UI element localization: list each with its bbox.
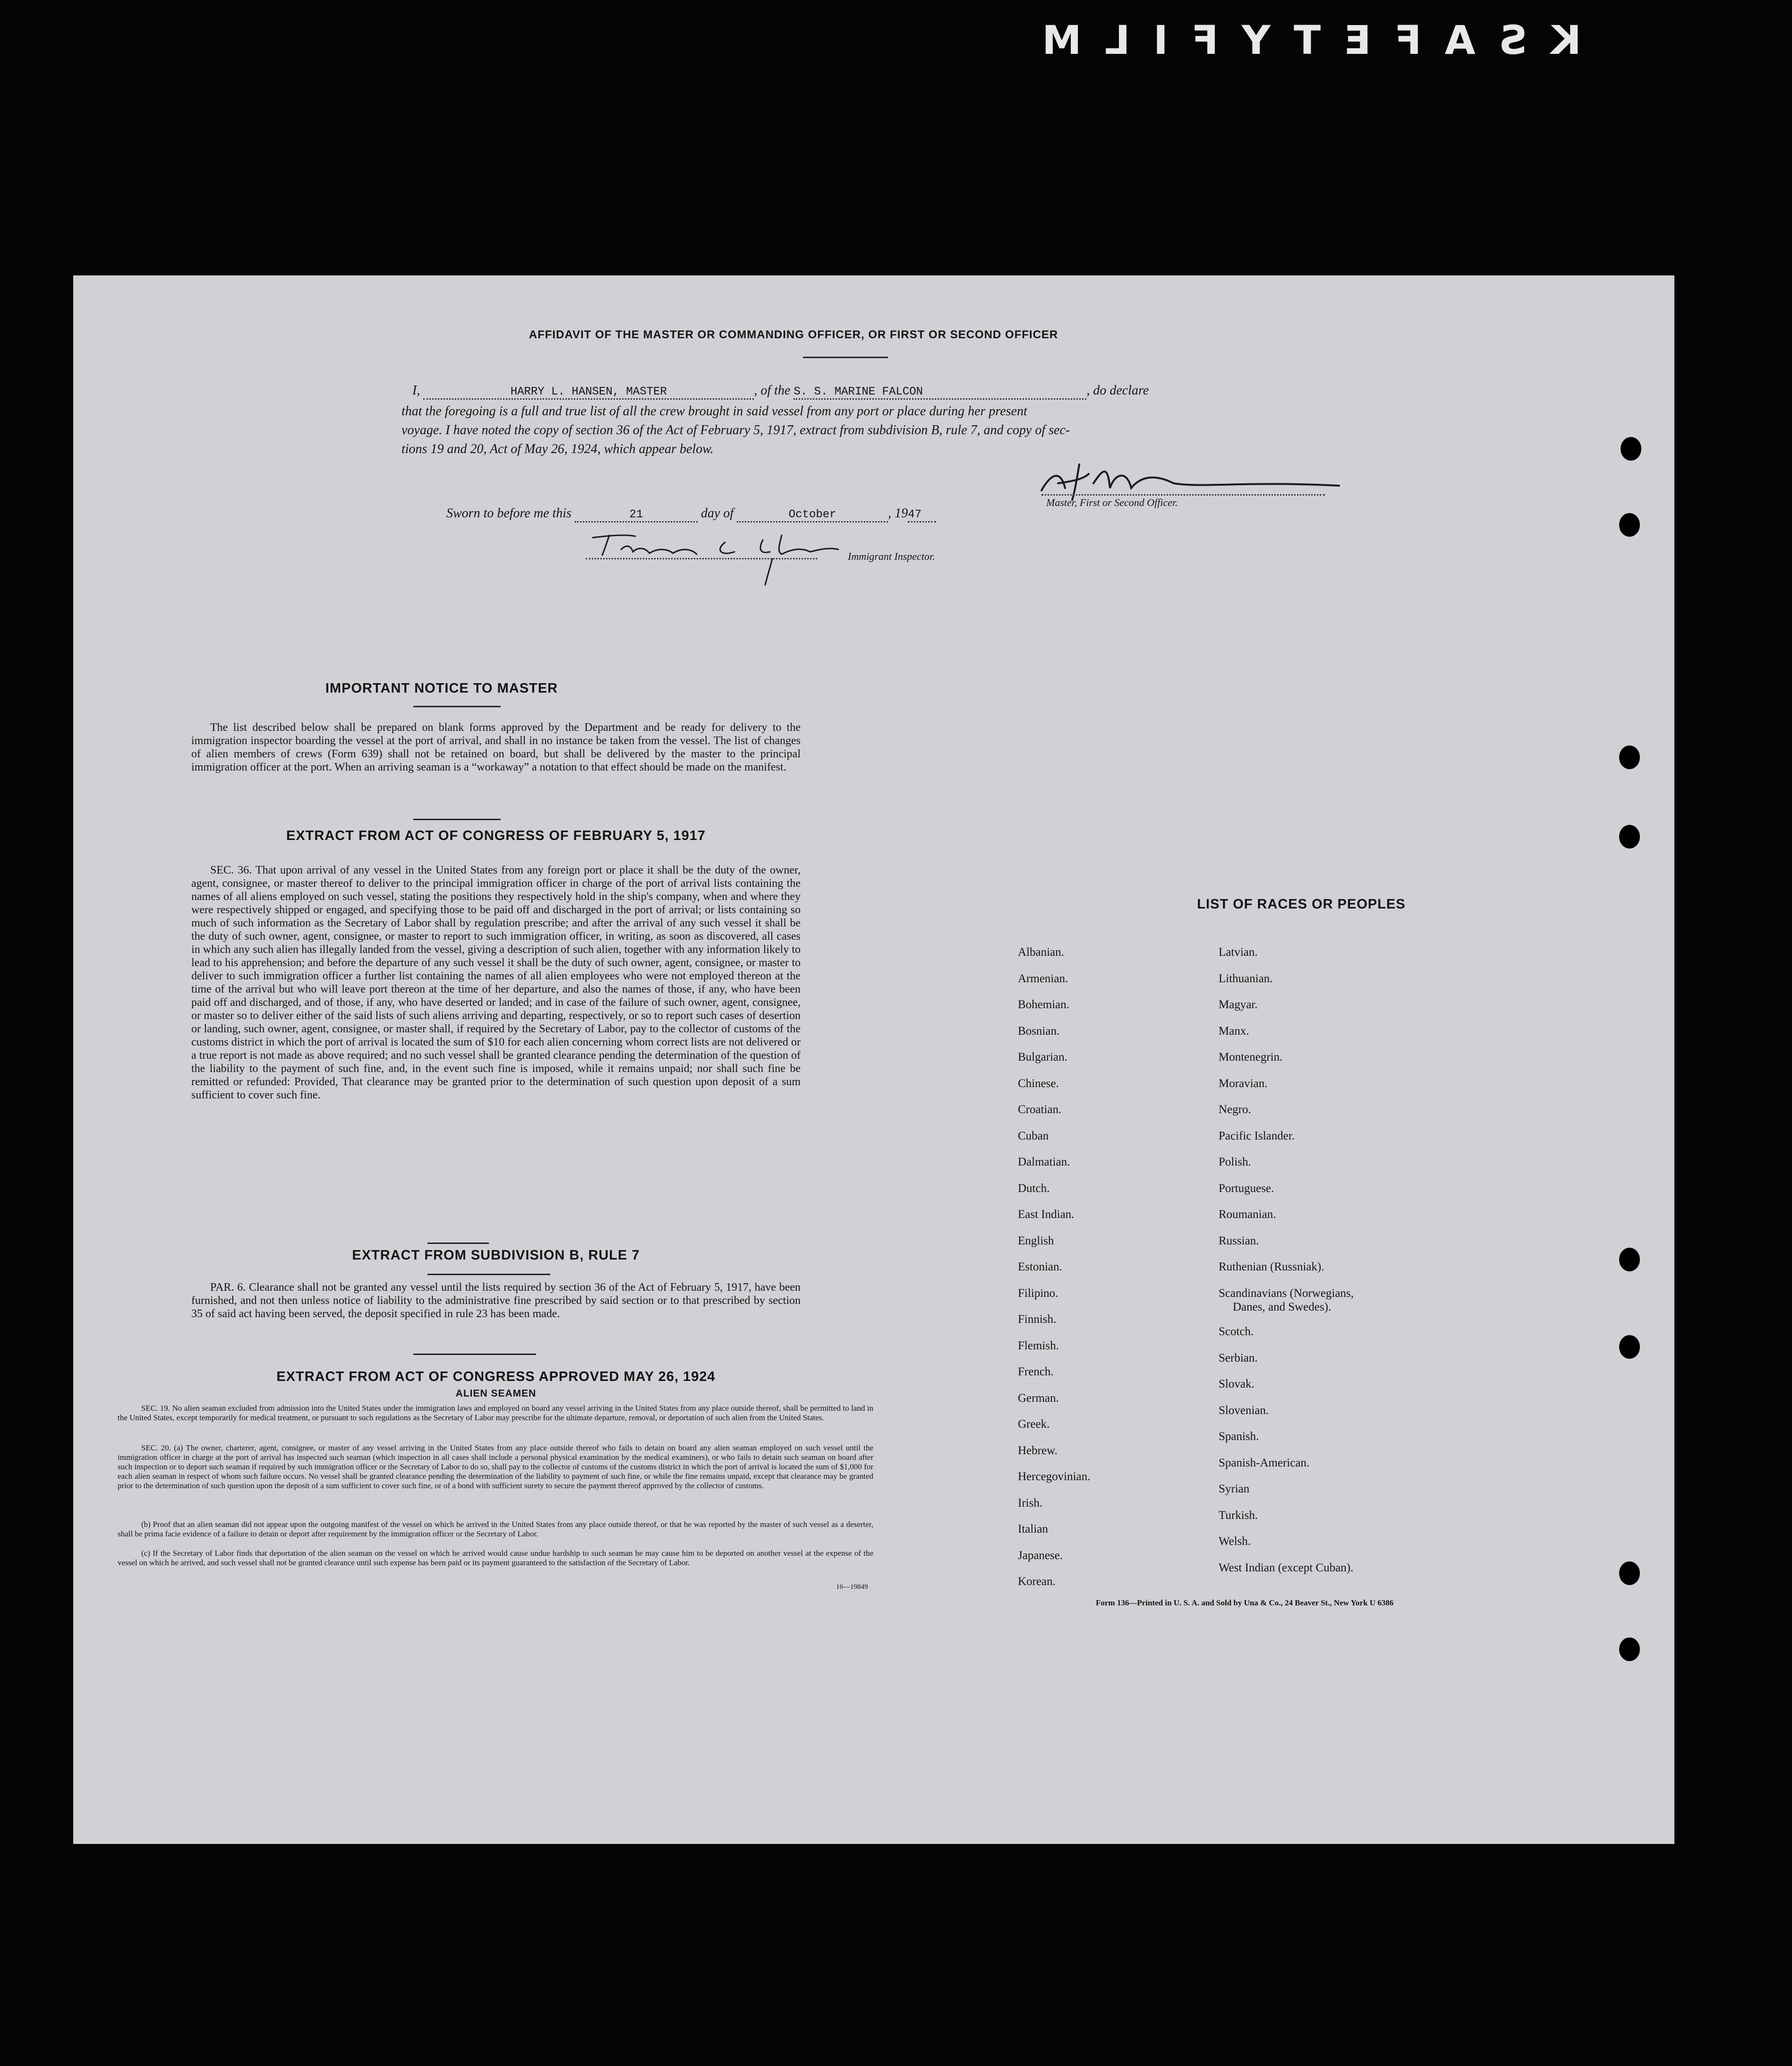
race-item: Croatian. bbox=[1018, 1103, 1062, 1116]
sworn-month: October bbox=[788, 508, 836, 521]
race-item: Slovenian. bbox=[1219, 1404, 1269, 1417]
race-item: Magyar. bbox=[1219, 998, 1258, 1011]
sworn-day: 21 bbox=[629, 508, 643, 521]
race-item: Korean. bbox=[1018, 1575, 1056, 1588]
race-item: Filipino. bbox=[1018, 1286, 1058, 1300]
vessel-name: S. S. MARINE FALCON bbox=[794, 386, 923, 398]
notice-rule bbox=[413, 706, 501, 707]
race-item: Italian bbox=[1018, 1523, 1048, 1535]
affidavit-line2: that the foregoing is a full and true list of all the crew brought in said vessel from any port or place during her present bbox=[401, 404, 1027, 419]
sworn-prefix: Sworn to before me this bbox=[446, 506, 572, 521]
sworn-day-field bbox=[575, 506, 698, 523]
sworn-year-prefix: 19 bbox=[895, 506, 908, 521]
sec20a-text: SEC. 20. (a) The owner, charterer, agent, consignee, or master of any vessel arriving in the United States from any place outside thereof who fails to detain on board any alien seaman employed on such vessel until the immigration officer in charge at the port of arrival has inspected such seaman (which inspection in all cases shall include a personal physical examination by the medical examiners), or who fails to detain such seaman on board after such inspection or to deport such seaman if required by such immigration officer or the Secretary of Labor to do so, shall pay to the collector of customs of the customs district in which the port of arrival is located the sum of $1,000 for each alien seaman in respect of whom such failure occurs. No vessel shall be granted clearance pending the determination of the liability to payment of such fine, or while the fine remains unpaid, except that clearance may be granted prior to the determination of such question upon the deposit of a sum sufficient to cover such fine, or of a bond with sufficient surety to secure the payment thereof approved by the collector of customs. bbox=[118, 1443, 873, 1490]
sworn-month-field bbox=[737, 506, 888, 523]
punch-hole bbox=[1619, 825, 1640, 849]
races-title: LIST OF RACES OR PEOPLES bbox=[1197, 897, 1406, 912]
punch-hole bbox=[1619, 1335, 1640, 1359]
race-item: Spanish. bbox=[1219, 1430, 1259, 1443]
punch-hole bbox=[1621, 437, 1641, 461]
line1-prefix: I, bbox=[412, 383, 420, 398]
race-item: Hercegovinian. bbox=[1018, 1470, 1091, 1483]
race-item: German. bbox=[1018, 1391, 1059, 1405]
race-item: Scandinavians (Norwegians, bbox=[1219, 1286, 1354, 1300]
extract-1924-subtitle: ALIEN SEAMEN bbox=[455, 1388, 537, 1399]
race-item: Irish. bbox=[1018, 1496, 1043, 1509]
race-item: Finnish. bbox=[1018, 1313, 1057, 1326]
affidavit-line3: voyage. I have noted the copy of section 36 of the Act of February 5, 1917, extract from subdivision B, rule 7, and copy of sec- bbox=[401, 423, 1070, 437]
race-item: Armenian. bbox=[1018, 972, 1068, 985]
race-item: Manx. bbox=[1219, 1024, 1249, 1037]
affidavit-title-rule bbox=[803, 357, 888, 358]
extract-1917-rule bbox=[427, 1243, 489, 1244]
punch-hole bbox=[1619, 513, 1640, 537]
race-item: Albanian. bbox=[1018, 946, 1064, 959]
race-item: Scotch. bbox=[1219, 1325, 1254, 1338]
rule7-title-rule bbox=[427, 1274, 550, 1275]
rule7-bottom-rule bbox=[413, 1354, 536, 1355]
vessel-field bbox=[794, 383, 1086, 400]
race-item: Cuban bbox=[1018, 1129, 1049, 1142]
race-item: Russian. bbox=[1219, 1234, 1259, 1247]
master-name-field bbox=[423, 383, 754, 400]
race-item: Bosnian. bbox=[1018, 1024, 1060, 1037]
race-item: East Indian. bbox=[1018, 1208, 1075, 1221]
race-item: West Indian (except Cuban). bbox=[1219, 1561, 1354, 1574]
notice-text: The list described below shall be prepared on blank forms approved by the Department and be ready for delivery to the immigration inspector boarding the vessel at the port of arrival, and shall in no instance be taken from the vessel. The list of changes of alien members of crews (Form 639) shall not be retained on board, but shall be delivered by the master to the principal immigration officer at the port. When an arriving seaman is a “workaway” a notation to that effect should be made on the manifest. bbox=[191, 721, 801, 773]
race-item: Bohemian. bbox=[1018, 998, 1070, 1011]
affidavit-page bbox=[73, 275, 1674, 1844]
race-item: Danes, and Swedes). bbox=[1233, 1301, 1331, 1313]
race-item: Greek. bbox=[1018, 1418, 1050, 1431]
inspector-signature bbox=[583, 526, 857, 587]
notice-title: IMPORTANT NOTICE TO MASTER bbox=[325, 681, 558, 696]
affidavit-line4: tions 19 and 20, Act of May 26, 1924, which appear below. bbox=[401, 442, 714, 456]
inspector-signature-line bbox=[586, 558, 817, 559]
form-footer: Form 136—Printed in U. S. A. and Sold by Una & Co., 24 Beaver St., New York U 6386 bbox=[1096, 1598, 1394, 1607]
line1-suffix: , do declare bbox=[1086, 383, 1149, 398]
race-item: Welsh. bbox=[1219, 1535, 1251, 1548]
film-edge-banner: K S A F E T Y F I L M bbox=[1037, 17, 1581, 63]
punch-hole bbox=[1619, 746, 1640, 769]
races-right-column bbox=[1219, 939, 1549, 1581]
race-item: Latvian. bbox=[1219, 946, 1258, 959]
race-item: Spanish-American. bbox=[1219, 1456, 1310, 1469]
race-item: Montenegrin. bbox=[1219, 1051, 1283, 1063]
sworn-day-word: day of bbox=[700, 506, 734, 521]
race-item: Portuguese. bbox=[1219, 1182, 1274, 1195]
race-item: Ruthenian (Russniak). bbox=[1219, 1260, 1324, 1273]
race-item: Dalmatian. bbox=[1018, 1156, 1070, 1168]
race-item: Pacific Islander. bbox=[1219, 1129, 1295, 1142]
race-item: Chinese. bbox=[1018, 1077, 1059, 1090]
form-code: 16—19849 bbox=[836, 1583, 868, 1591]
master-name: HARRY L. HANSEN, MASTER bbox=[510, 386, 667, 398]
race-item: Flemish. bbox=[1018, 1339, 1059, 1352]
extract-1924-title: EXTRACT FROM ACT OF CONGRESS APPROVED MAY 26, 1924 bbox=[276, 1369, 716, 1384]
race-item: Moravian. bbox=[1219, 1077, 1268, 1090]
notice-bottom-rule bbox=[413, 819, 501, 820]
race-item: Bulgarian. bbox=[1018, 1051, 1067, 1063]
race-item: Japanese. bbox=[1018, 1549, 1063, 1562]
race-item: Roumanian. bbox=[1219, 1208, 1276, 1221]
race-item: French. bbox=[1018, 1365, 1054, 1378]
race-item: Lithuanian. bbox=[1219, 972, 1273, 985]
race-item: Slovak. bbox=[1219, 1378, 1254, 1390]
race-item: Polish. bbox=[1219, 1156, 1251, 1168]
race-item: Dutch. bbox=[1018, 1182, 1050, 1195]
race-item: Hebrew. bbox=[1018, 1444, 1058, 1457]
affidavit-line1 bbox=[412, 383, 1348, 400]
sec20c-text: (c) If the Secretary of Labor finds that deportation of the alien seaman on the vessel on which he arrived would cause undue hardship to such seaman he may cause him to be deported on another vessel at the expense of the vessel on which he arrived, and such vessel shall not be granted clearance until such expense has been paid or its payment guaranteed to the satisfaction of the Secretary of Labor. bbox=[118, 1549, 873, 1567]
race-item: Estonian. bbox=[1018, 1260, 1062, 1273]
inspector-caption: Immigrant Inspector. bbox=[848, 550, 935, 562]
sworn-year-field bbox=[908, 506, 936, 523]
punch-hole bbox=[1619, 1637, 1640, 1661]
race-item: Negro. bbox=[1219, 1103, 1251, 1116]
master-signature-line bbox=[1041, 494, 1325, 496]
sec19-text: SEC. 19. No alien seaman excluded from admission into the United States under the immigration laws and employed on board any vessel arriving in the United States from any place outside thereof, shall be permitted to land in the United States, except temporarily for medical treatment, or pursuant to such regulations as the Secretary of Labor may prescribe for the ultimate departure, removal, or deportation of such alien from the United States. bbox=[118, 1404, 873, 1422]
races-left-column bbox=[1018, 939, 1216, 1595]
race-item: Serbian. bbox=[1219, 1351, 1258, 1364]
race-item: Turkish. bbox=[1219, 1509, 1258, 1522]
extract-1917-text: SEC. 36. That upon arrival of any vessel in the United States from any foreign port or place it shall be the duty of the owner, agent, consignee, or master thereof to deliver to the principal immigration officer in charge of the port of arrival lists containing the names of all aliens employed on such vessel, stating the positions they respectively hold in the ship's company, when and where they were respectively shipped or engaged, and specifying those to be paid off and discharged in the port of arrival; or lists containing so much of such information as the Secretary of Labor shall by regulation prescribe; and after the arrival of any such vessel it shall be the duty of such owner, agent, consignee, or master to report to such immigration officer, in writing, as soon as discovered, all cases in which any such alien has illegally landed from the vessel, giving a description of such alien, together with any information likely to lead to his apprehension; and before the departure of any such vessel it shall be the duty of such owner, agent, consignee, or master to deliver to such immigration officer a further list containing the names of all alien employees who were not employed thereon at the time of the arrival but who will leave port thereon at the time of her departure, and also the names of those, if any, who have been paid off and discharged, and of those, if any, who have deserted or landed; and in case of the failure of such owner, agent, consignee, or master so to deliver either of the said lists of such aliens arriving and departing, respectively, or so to report such cases of desertion or landing, such owner, agent, consignee, or master shall, if required by the Secretary of Labor, pay to the collector of customs of the customs district in which the port of arrival is located the sum of $10 for each alien concerning whom correct lists are not delivered or a true report is not made as above required; and no such vessel shall be granted clearance pending the determination of the question of the liability to the payment of such fine, and, in the event such fine is imposed, while it remains unpaid; nor shall such fine be remitted or refunded: Provided, That clearance may be granted prior to the determination of such question upon deposit of a sum sufficient to cover such fine. bbox=[191, 864, 801, 1101]
rule7-text: PAR. 6. Clearance shall not be granted any vessel until the lists required by section 36 of the Act of February 5, 1917, have been furnished, and not then unless notice of liability to the administrative fine prescribed by said section or to that prescribed by section 35 of said act having been served, the deposit specified in rule 23 has been made. bbox=[191, 1281, 801, 1320]
affidavit-title: AFFIDAVIT OF THE MASTER OR COMMANDING OFFICER, OR FIRST OR SECOND OFFICER bbox=[529, 328, 1058, 341]
punch-hole bbox=[1619, 1248, 1640, 1271]
sec20b-text: (b) Proof that an alien seaman did not appear upon the outgoing manifest of the vessel on which he arrived in the United States from any place outside thereof, or that he was reported by the master of such vessel as a deserter, shall be prima facie evidence of a failure to detain or deport after requirement by the immigration officer or the Secretary of Labor. bbox=[118, 1520, 873, 1538]
race-item: Syrian bbox=[1219, 1483, 1250, 1495]
punch-hole bbox=[1619, 1561, 1640, 1585]
sworn-line: Sworn to before me this 21 day of October , 1947 bbox=[446, 506, 1155, 523]
sworn-year: 47 bbox=[908, 508, 922, 521]
race-item: English bbox=[1018, 1234, 1054, 1247]
line1-mid: , of the bbox=[754, 383, 791, 398]
rule7-title: EXTRACT FROM SUBDIVISION B, RULE 7 bbox=[352, 1248, 640, 1263]
master-caption: Master, First or Second Officer. bbox=[1046, 497, 1178, 508]
extract-1917-title: EXTRACT FROM ACT OF CONGRESS OF FEBRUARY 5, 1917 bbox=[286, 828, 706, 843]
